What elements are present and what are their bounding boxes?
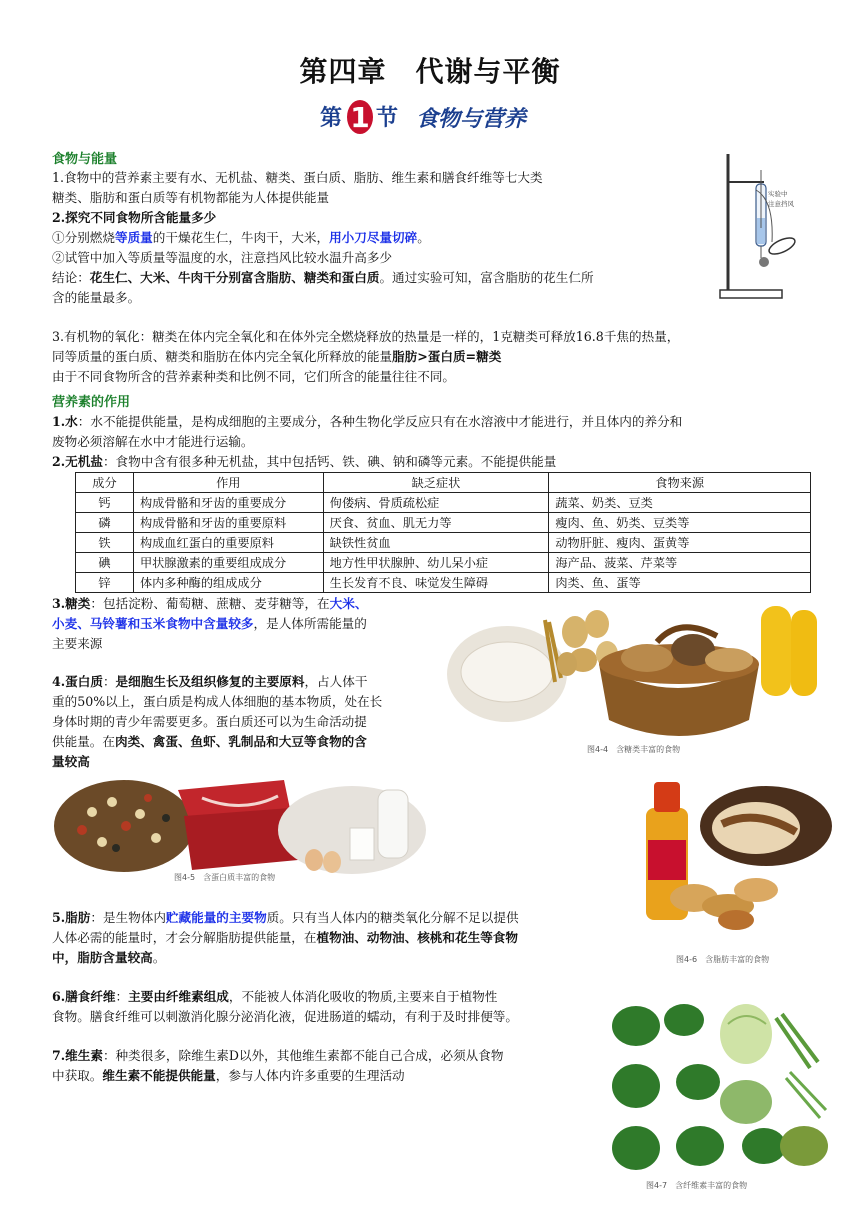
s1-line-2: 糖类、脂肪和蛋白质等有机物都能为人体提供能量 xyxy=(52,190,330,205)
s1-line-10: 由于不同食物所含的营养素种类和比例不同，它们所含的能量往往不同。 xyxy=(52,369,455,384)
vitamin-line-1: 7.维生素：种类很多，除维生素D以外，其他维生素都不能自己合成，必须从食物 xyxy=(52,1048,504,1063)
s1-line-8: 3.有机物的氧化：糖类在体内完全氧化和在体外完全燃烧释放的热量是一样的，1克糖类可释放16.8千焦的热量， xyxy=(52,329,680,344)
table-row: 碘 甲状腺激素的重要组成成分 地方性甲状腺肿、幼儿呆小症 海产品、菠菜、芹菜等 xyxy=(76,553,811,573)
table-row: 锌 体内多种酶的组成成分 生长发育不良、味觉发生障碍 肉类、鱼、蛋等 xyxy=(76,573,811,593)
page-title: 第四章 代谢与平衡 xyxy=(299,55,561,88)
burning-apparatus-illustration xyxy=(716,150,806,302)
s1-line-5: ②试管中加入等质量等温度的水，注意挡风比较水温升高多少 xyxy=(52,250,393,265)
vitamin-line-2: 中获取。维生素不能提供能量，参与人体内许多重要的生理活动 xyxy=(52,1068,405,1083)
fat-foods-image xyxy=(636,778,832,968)
sugar-line-1: 3.糖类：包括淀粉、葡萄糖、蔗糖、麦芽糖等，在大米、 xyxy=(52,596,368,611)
heading-food-energy: 食物与能量 xyxy=(52,152,118,167)
fiber-line-2: 食物。膳食纤维可以刺激消化腺分泌消化液，促进肠道的蠕动，有利于及时排便等。 xyxy=(52,1009,518,1024)
banner-prefix: 第 xyxy=(320,105,343,131)
apparatus-label-2: 注意挡风 xyxy=(768,200,794,208)
protein-line-2: 重的50%以上，蛋白质是构成人体细胞的基本物质，处在长 xyxy=(52,694,383,709)
table-header-row xyxy=(76,473,811,493)
s1-line-7: 含的能量最多。 xyxy=(52,290,141,305)
protein-line-3: 身体时期的青少年需要更多。蛋白质还可以为生命活动提 xyxy=(52,714,367,729)
fat-line-2: 人体必需的能量时，才会分解脂肪提供能量，在植物油、动物油、核桃和花生等食物 xyxy=(52,930,518,945)
sugar-line-3: 主要来源 xyxy=(52,636,103,651)
table-header-cell: 成分 xyxy=(76,473,134,493)
s1-line-1: 1.食物中的营养素主要有水、无机盐、糖类、蛋白质、脂肪、维生素和膳食纤维等七大类 xyxy=(52,170,543,185)
s1-line-6: 结论：花生仁、大米、牛肉干分别富含脂肪、糖类和蛋白质。通过实验可知，富含脂肪的花生仁所 xyxy=(52,270,594,285)
table-header-cell: 缺乏症状 xyxy=(323,473,549,493)
banner-number: 1 xyxy=(350,101,370,134)
water-line-2: 废物必须溶解在水中才能进行运输。 xyxy=(52,434,254,449)
fat-line-1: 5.脂肪：是生物体内贮藏能量的主要物质。只有当人体内的糖类氧化分解不足以提供 xyxy=(52,910,519,925)
protein-line-4: 供能量。在肉类、禽蛋、鱼虾、乳制品和大豆等食物的含 xyxy=(52,734,367,749)
vitamin-vegetables-image xyxy=(606,998,832,1194)
fig-4-4-caption: 图4-4 含糖类丰富的食物 xyxy=(587,745,681,754)
fiber-line-1: 6.膳食纤维：主要由纤维素组成，不能被人体消化吸收的物质,主要来自于植物性 xyxy=(52,989,498,1004)
table-header-cell: 食物来源 xyxy=(549,473,811,493)
fig-4-5-caption: 图4-5 含蛋白质丰富的食物 xyxy=(174,873,276,882)
table-row: 钙 构成骨骼和牙齿的重要成分 佝偻病、骨质疏松症 蔬菜、奶类、豆类 xyxy=(76,493,811,513)
sugar-line-2: 小麦、马铃薯和玉米食物中含量较多，是人体所需能量的 xyxy=(52,616,367,631)
fig-4-6-caption: 图4-6 含脂肪丰富的食物 xyxy=(676,955,770,964)
s1-line-9: 同等质量的蛋白质、糖类和脂肪在体内完全氧化所释放的能量脂肪>蛋白质=糖类 xyxy=(52,349,502,364)
protein-line-1: 4.蛋白质：是细胞生长及组织修复的主要原料，占人体干 xyxy=(52,674,368,689)
banner-name: 食物与营养 xyxy=(416,107,527,132)
apparatus-label-1: 实验中 xyxy=(768,190,788,198)
fat-line-3: 中，脂肪含量较高。 xyxy=(52,950,166,965)
minerals-table xyxy=(75,472,811,593)
banner-suffix: 节 xyxy=(376,105,399,131)
section-banner xyxy=(318,98,540,136)
protein-line-5: 量较高 xyxy=(52,754,90,769)
water-line-1: 1.水：水不能提供能量，是构成细胞的主要成分，各种生物化学反应只有在水溶液中才能进行，并且体内的养分和 xyxy=(52,414,683,429)
minerals-line: 2.无机盐：食物中含有很多种无机盐，其中包括钙、铁、碘、钠和磷等元素。不能提供能量 xyxy=(52,454,557,469)
heading-nutrient-roles: 营养素的作用 xyxy=(52,395,131,410)
carbohydrate-foods-image xyxy=(447,602,827,762)
s1-line-3: 2.探究不同食物所含能量多少 xyxy=(52,210,217,225)
protein-foods-image xyxy=(52,768,432,886)
table-header-cell: 作用 xyxy=(133,473,323,493)
table-row: 磷 构成骨骼和牙齿的重要原料 厌食、贫血、肌无力等 瘦肉、鱼、奶类、豆类等 xyxy=(76,513,811,533)
s1-line-4: ①分别燃烧等质量的干燥花生仁，牛肉干，大米，用小刀尽量切碎。 xyxy=(52,230,430,245)
fig-4-7-caption: 图4-7 含纤维素丰富的食物 xyxy=(646,1181,748,1190)
table-row: 铁 构成血红蛋白的重要原料 缺铁性贫血 动物肝脏、瘦肉、蛋黄等 xyxy=(76,533,811,553)
